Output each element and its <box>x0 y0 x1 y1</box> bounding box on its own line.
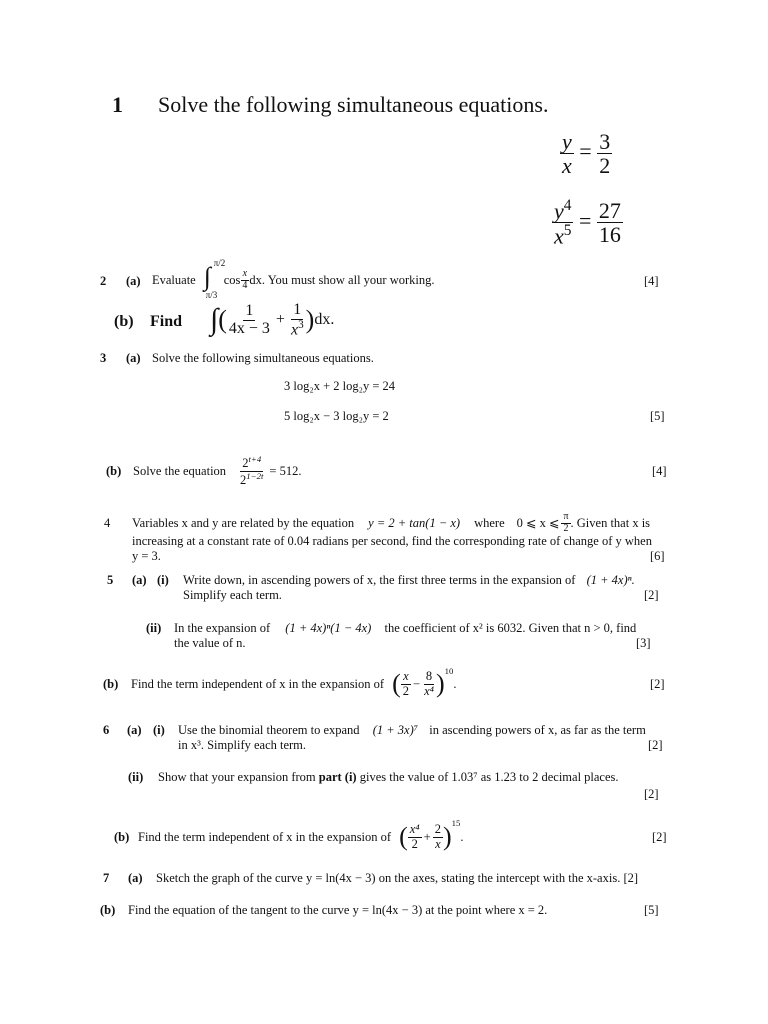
q5ai-marks: [2] <box>644 588 659 602</box>
q3a-text: Solve the following simultaneous equations. <box>152 351 374 365</box>
q3a-equation-2: 5 log₂x − 3 log₂y = 2 <box>284 409 389 423</box>
q7b-marks: [5] <box>644 903 659 917</box>
q3a-label: (a) <box>126 351 141 365</box>
q4-line3: y = 3. <box>132 549 161 563</box>
q6aii-text: Show that your expansion from part (i) gives the value of 1.03⁷ as 1.23 to 2 decimal places. <box>158 770 619 784</box>
q6a-label: (a) <box>127 723 142 737</box>
q5aii-text-2: the value of n. <box>174 636 246 650</box>
q5b-text: Find the term independent of x in the expansion of ( $\frac{x}{2}$ − $\frac{8}{\text{x⁴}}$ ) $^{10}$ . <box>131 666 457 698</box>
q6b-label: (b) <box>114 830 130 844</box>
q7a-text: Sketch the graph of the curve y = ln(4x − 3) on the axes, stating the intercept with the x-axis. [2] <box>156 871 639 885</box>
q3-number: 3 <box>100 351 107 365</box>
q2a-label: (a) <box>126 274 141 288</box>
q1-text: Solve the following simultaneous equations. <box>158 92 549 117</box>
q1-number: 1 <box>112 92 123 117</box>
q1-equation-2: $\frac{y^4}{x^5}$ = $\frac{27}{16}$ <box>554 197 621 249</box>
q5-number: 5 <box>107 573 114 587</box>
q2a-marks: [4] <box>644 274 659 288</box>
q3a-marks: [5] <box>650 409 665 423</box>
q4-marks: [6] <box>650 549 665 563</box>
q6ai-label: (i) <box>153 723 165 737</box>
q6ai-text: Use the binomial theorem to expand (1 + 3x)⁷ in ascending powers of x, as far as the term <box>178 723 646 737</box>
q7a-label: (a) <box>128 871 143 885</box>
q2a-text: Evaluate ∫ π/2 π/3 cos $\frac{x}{4}$ dx. You must show all your working. <box>152 258 435 300</box>
q2-number: 2 <box>100 274 107 288</box>
q5ai-label: (i) <box>157 573 169 587</box>
q5ai-text-2: Simplify each term. <box>183 588 282 602</box>
q3a-equation-1: 3 log₂x + 2 log₂y = 24 <box>284 379 396 393</box>
q4-line1: Variables x and y are related by the equation y = 2 + tan(1 − x) where 0 ⩽ x ⩽ $\frac{\pi}{2}$ . Given that x is <box>132 511 651 534</box>
q7-number: 7 <box>103 871 110 885</box>
q6aii-label: (ii) <box>128 770 144 784</box>
q5b-label: (b) <box>103 677 119 691</box>
q5aii-text: In the expansion of (1 + 4x)ⁿ(1 − 4x) the coefficient of x² is 6032. Given that n > 0, find <box>174 621 637 635</box>
q5aii-marks: [3] <box>636 636 651 650</box>
q5a-label: (a) <box>132 573 147 587</box>
q2b-label: (b) <box>114 313 134 330</box>
q5aii-label: (ii) <box>146 621 162 635</box>
q3b-text: Solve the equation $\frac{2^{t+4}}{2^{1-2t}}$ = 512. <box>133 454 302 487</box>
q5b-marks: [2] <box>650 677 665 691</box>
q6b-text: Find the term independent of x in the expansion of ( $\frac{\text{x⁴}}{2}$ + $\frac{2}{x}$ ) $^{15}$ . <box>138 818 464 851</box>
q6ai-text-2: in x³. Simplify each term. <box>178 738 307 752</box>
q7b-label: (b) <box>100 903 116 917</box>
q7b-text: Find the equation of the tangent to the curve y = ln(4x − 3) at the point where x = 2. <box>128 903 548 917</box>
q6aii-marks: [2] <box>644 787 659 801</box>
q5ai-text: Write down, in ascending powers of x, the first three terms in the expansion of (1 + 4x)ⁿ. <box>183 573 635 587</box>
q4-number: 4 <box>104 516 111 530</box>
q2b-integral: ∫ ( $\frac{1}{4x - 3}$ + $\frac{1}{x^3}$ ) dx. <box>210 301 335 339</box>
q6ai-marks: [2] <box>648 738 663 752</box>
q1-equation-1: $\frac{y}{x}$ = $\frac{3}{2}$ <box>562 129 611 179</box>
q6b-marks: [2] <box>652 830 667 844</box>
q3b-marks: [4] <box>652 464 667 478</box>
q6-number: 6 <box>103 723 110 737</box>
q3b-label: (b) <box>106 464 122 478</box>
q4-line2: increasing at a constant rate of 0.04 radians per second, find the corresponding rate of change of y when <box>132 534 652 548</box>
q2b-text: Find <box>150 313 183 330</box>
